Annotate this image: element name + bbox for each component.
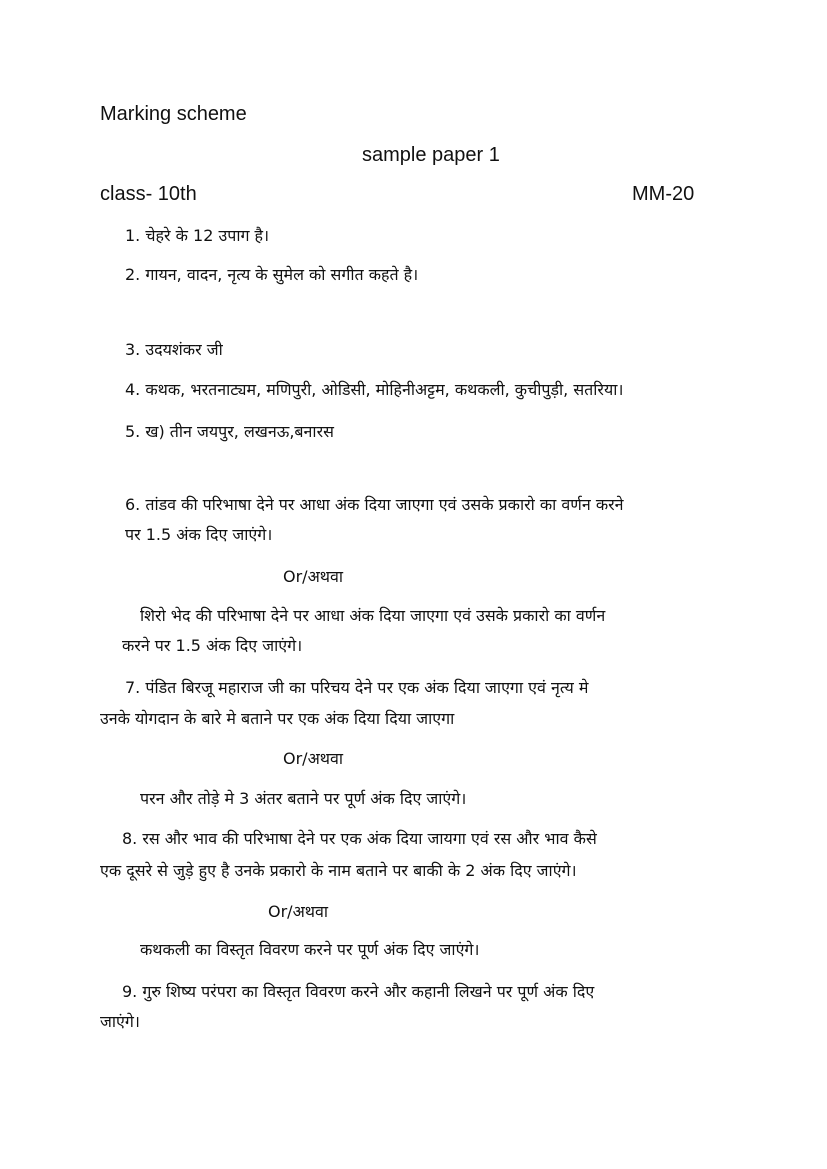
answer-1: 1. चेहरे के 12 उपाग है।	[125, 226, 270, 245]
or-separator: Or/अथवा	[283, 749, 344, 768]
answer-2: 2. गायन, वादन, नृत्य के सुमेल को सगीत कहते है।	[125, 265, 419, 284]
or-separator: Or/अथवा	[283, 567, 344, 586]
answer-9-line-1: 9. गुरु शिष्य परंपरा का विस्तृत विवरण करने और कहानी लिखने पर पूर्ण अंक दिए	[122, 982, 595, 1001]
or-separator: Or/अथवा	[268, 902, 329, 921]
answer-6-line-1: 6. तांडव की परिभाषा देने पर आधा अंक दिया जाएगा एवं उसके प्रकारो का वर्णन करने	[125, 495, 624, 514]
answer-6-line-2: पर 1.5 अंक दिए जाएंगे।	[125, 525, 273, 544]
document-title: Marking scheme	[100, 103, 247, 125]
answer-7-alt: परन और तोड़े मे 3 अंतर बताने पर पूर्ण अंक दिए जाएंगे।	[140, 789, 467, 808]
answer-6-alt-line-2: करने पर 1.5 अंक दिए जाएंगे।	[122, 636, 303, 655]
answer-7-line-1: 7. पंडित बिरजू महाराज जी का परिचय देने पर एक अंक दिया जाएगा एवं नृत्य मे	[125, 678, 589, 697]
answer-3: 3. उदयशंकर जी	[125, 340, 223, 359]
answer-6-alt-line-1: शिरो भेद की परिभाषा देने पर आधा अंक दिया जाएगा एवं उसके प्रकारो का वर्णन	[140, 606, 606, 625]
answer-8-line-2: एक दूसरे से जुड़े हुए है उनके प्रकारो के नाम बताने पर बाकी के 2 अंक दिए जाएंगे।	[100, 861, 577, 880]
answer-4: 4. कथक, भरतनाट्यम, मणिपुरी, ओडिसी, मोहिनीअट्टम, कथकली, कुचीपुड़ी, सतरिया।	[125, 380, 624, 399]
answer-8-alt: कथकली का विस्तृत विवरण करने पर पूर्ण अंक दिए जाएंगे।	[140, 940, 480, 959]
answer-9-line-2: जाएंगे।	[100, 1012, 140, 1031]
class-label: class- 10th	[100, 183, 197, 205]
answer-7-line-2: उनके योगदान के बारे मे बताने पर एक अंक दिया दिया जाएगा	[100, 709, 455, 728]
document-subtitle: sample paper 1	[362, 144, 500, 166]
max-marks: MM-20	[632, 183, 695, 205]
answer-5: 5. ख) तीन जयपुर, लखनऊ,बनारस	[125, 422, 334, 441]
answer-8-line-1: 8. रस और भाव की परिभाषा देने पर एक अंक दिया जायगा एवं रस और भाव कैसे	[122, 829, 597, 848]
